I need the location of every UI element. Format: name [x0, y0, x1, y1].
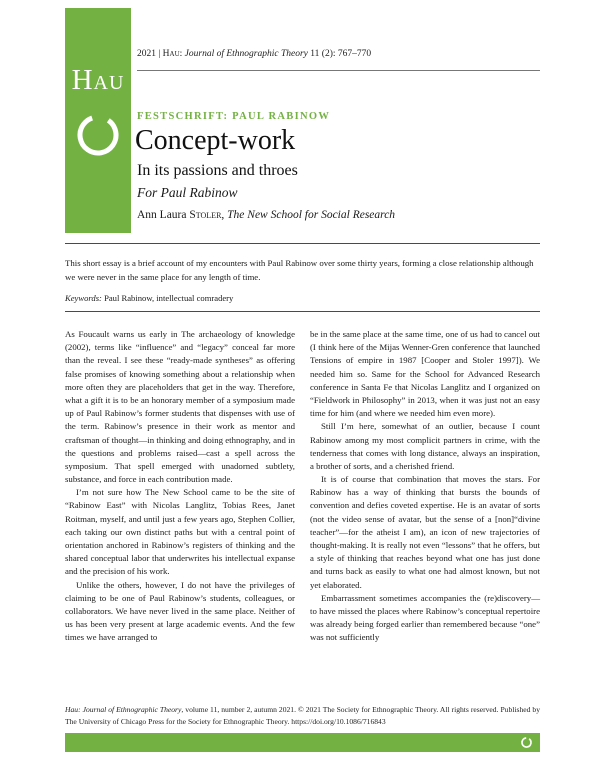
body-paragraph: As Foucault warns us early in The archaeology of knowledge (2002), terms like “influence” and “legacy” conceal far more than the reveal. I see these “ready-made syntheses” as offering false promises of knowing something about a relationship when more often they are placeholders that get in the way. Therefore, what a gift it is to be an honorary member of a symposium made up of Paul Rabinow’s former students that dispenses with use of the term. Rabinow’s presence in their work as mentor and craftsman of thought—in thinking and doing ethnography, and in the questions and problems raised—cast a spell across the symposium. That spell emerged with unadorned subtlety, substance, and force in each contribution made. [65, 329, 295, 485]
masthead-divider [137, 70, 540, 71]
author-surname: Stoler, [189, 209, 225, 221]
masthead-line [137, 49, 371, 59]
body-paragraph: It is of course that combination that moves the stars. For Rabinow has a way of thinking that bursts the bounds of convention and defies coveted expertise. He is an avatar of sorts (not the video sense of avatar, but the sense of a [non]“divine teacher”—for the atheist I am), an icon of new trajectories of thought-making. It is really not even “lessons” that he offers, but a style of thinking that reaches beyond what one has just done and turns back as easily to what one had almost known, but not yet elaborated. [310, 474, 540, 590]
keywords-value: Paul Rabinow, intellectual comradery [101, 293, 234, 303]
footer-imprint [65, 704, 540, 728]
footer-journal-name: Hau: Journal of Ethnographic Theory [65, 705, 182, 714]
article-dedication: For Paul Rabinow [137, 185, 238, 200]
keywords-label: Keywords: [65, 293, 102, 303]
body-left-column [65, 328, 295, 645]
masthead-brand: Hau: [162, 49, 183, 59]
keywords-line [65, 293, 540, 303]
abstract-text: This short essay is a brief account of my encounters with Paul Rabinow over some thirty years, forming a close relationship although we were never in the same place for any length of time. [65, 258, 534, 283]
body-paragraph: Still I’m here, somewhat of an outlier, because I count Rabinow among my most complicit partners in crime, with the tenderness that comes with long distance, always an inspiration, a brother of sorts, and a cherished friend. [310, 421, 540, 471]
footer-brand-bar [65, 733, 540, 752]
masthead-issue-pages: 11 (2): 767–770 [307, 49, 372, 59]
hau-logo-block [65, 8, 131, 233]
masthead-year: 2021 | [137, 49, 163, 59]
article-body [65, 328, 540, 645]
footer-circle-icon [520, 736, 533, 749]
festschrift-section-label: FESTSCHRIFT: PAUL RABINOW [137, 111, 331, 122]
hau-wordmark: Hau [71, 64, 125, 96]
body-paragraph: I’m not sure how The New School came to be the site of “Rabinow East” with Nicolas Langlitz, Tobias Rees, Janet Roitman, myself, and until just a few years ago, Stephen Collier, each taking our own distinct paths but with a central point of orientation anchored in Rabinow’s registers of thinking and the shared conceptual labor that underwrites his intellectual expanse and the precision of his work. [65, 487, 295, 577]
article-title: Concept-work [135, 125, 296, 156]
abstract-top-divider [65, 243, 540, 244]
article-subtitle: In its passions and throes [137, 162, 298, 179]
body-paragraph: Unlike the others, however, I do not have the privileges of claiming to be one of Paul Rabinow’s students, colleagues, or collaborators. We have never lived in the same place. Neither of us has been very present at large academic events. And the few times we have arranged to [65, 579, 295, 643]
abstract-bottom-divider [65, 311, 540, 312]
body-paragraph: Embarrassment sometimes accompanies the (re)discovery—to have missed the places where Rabinow’s conceptual repertoire was already being forged earlier than remembered because “one” was not sufficiently [310, 592, 540, 643]
author-given-name: Ann Laura [137, 209, 190, 221]
masthead-journal-title: Journal of Ethnographic Theory [182, 49, 308, 59]
author-line [137, 209, 395, 221]
body-right-column [310, 328, 540, 645]
footer-imprint-text: , volume 11, number 2, autumn 2021. © 2021 The Society for Ethnographic Theory. All rights reserved. Published by The University of Chicago Press for the Society for Ethnographic Theory. https://doi.org/10.1086/716843 [65, 705, 540, 727]
hau-circle-icon [74, 111, 122, 159]
body-paragraph: be in the same place at the same time, one of us had to cancel out (I think here of the Mijas Wenner-Gren conference that launched Tensions of empire in 1987 [Cooper and Stoler 1997]). We needed him so. Same for the School for Advanced Research conference in Santa Fe that Nicolas Langlitz and I organized on “Fieldwork in Philosophy” in 2013, when it was just not an easy time for him (and where we needed him even more). [310, 329, 540, 419]
author-affiliation: The New School for Social Research [224, 209, 396, 221]
